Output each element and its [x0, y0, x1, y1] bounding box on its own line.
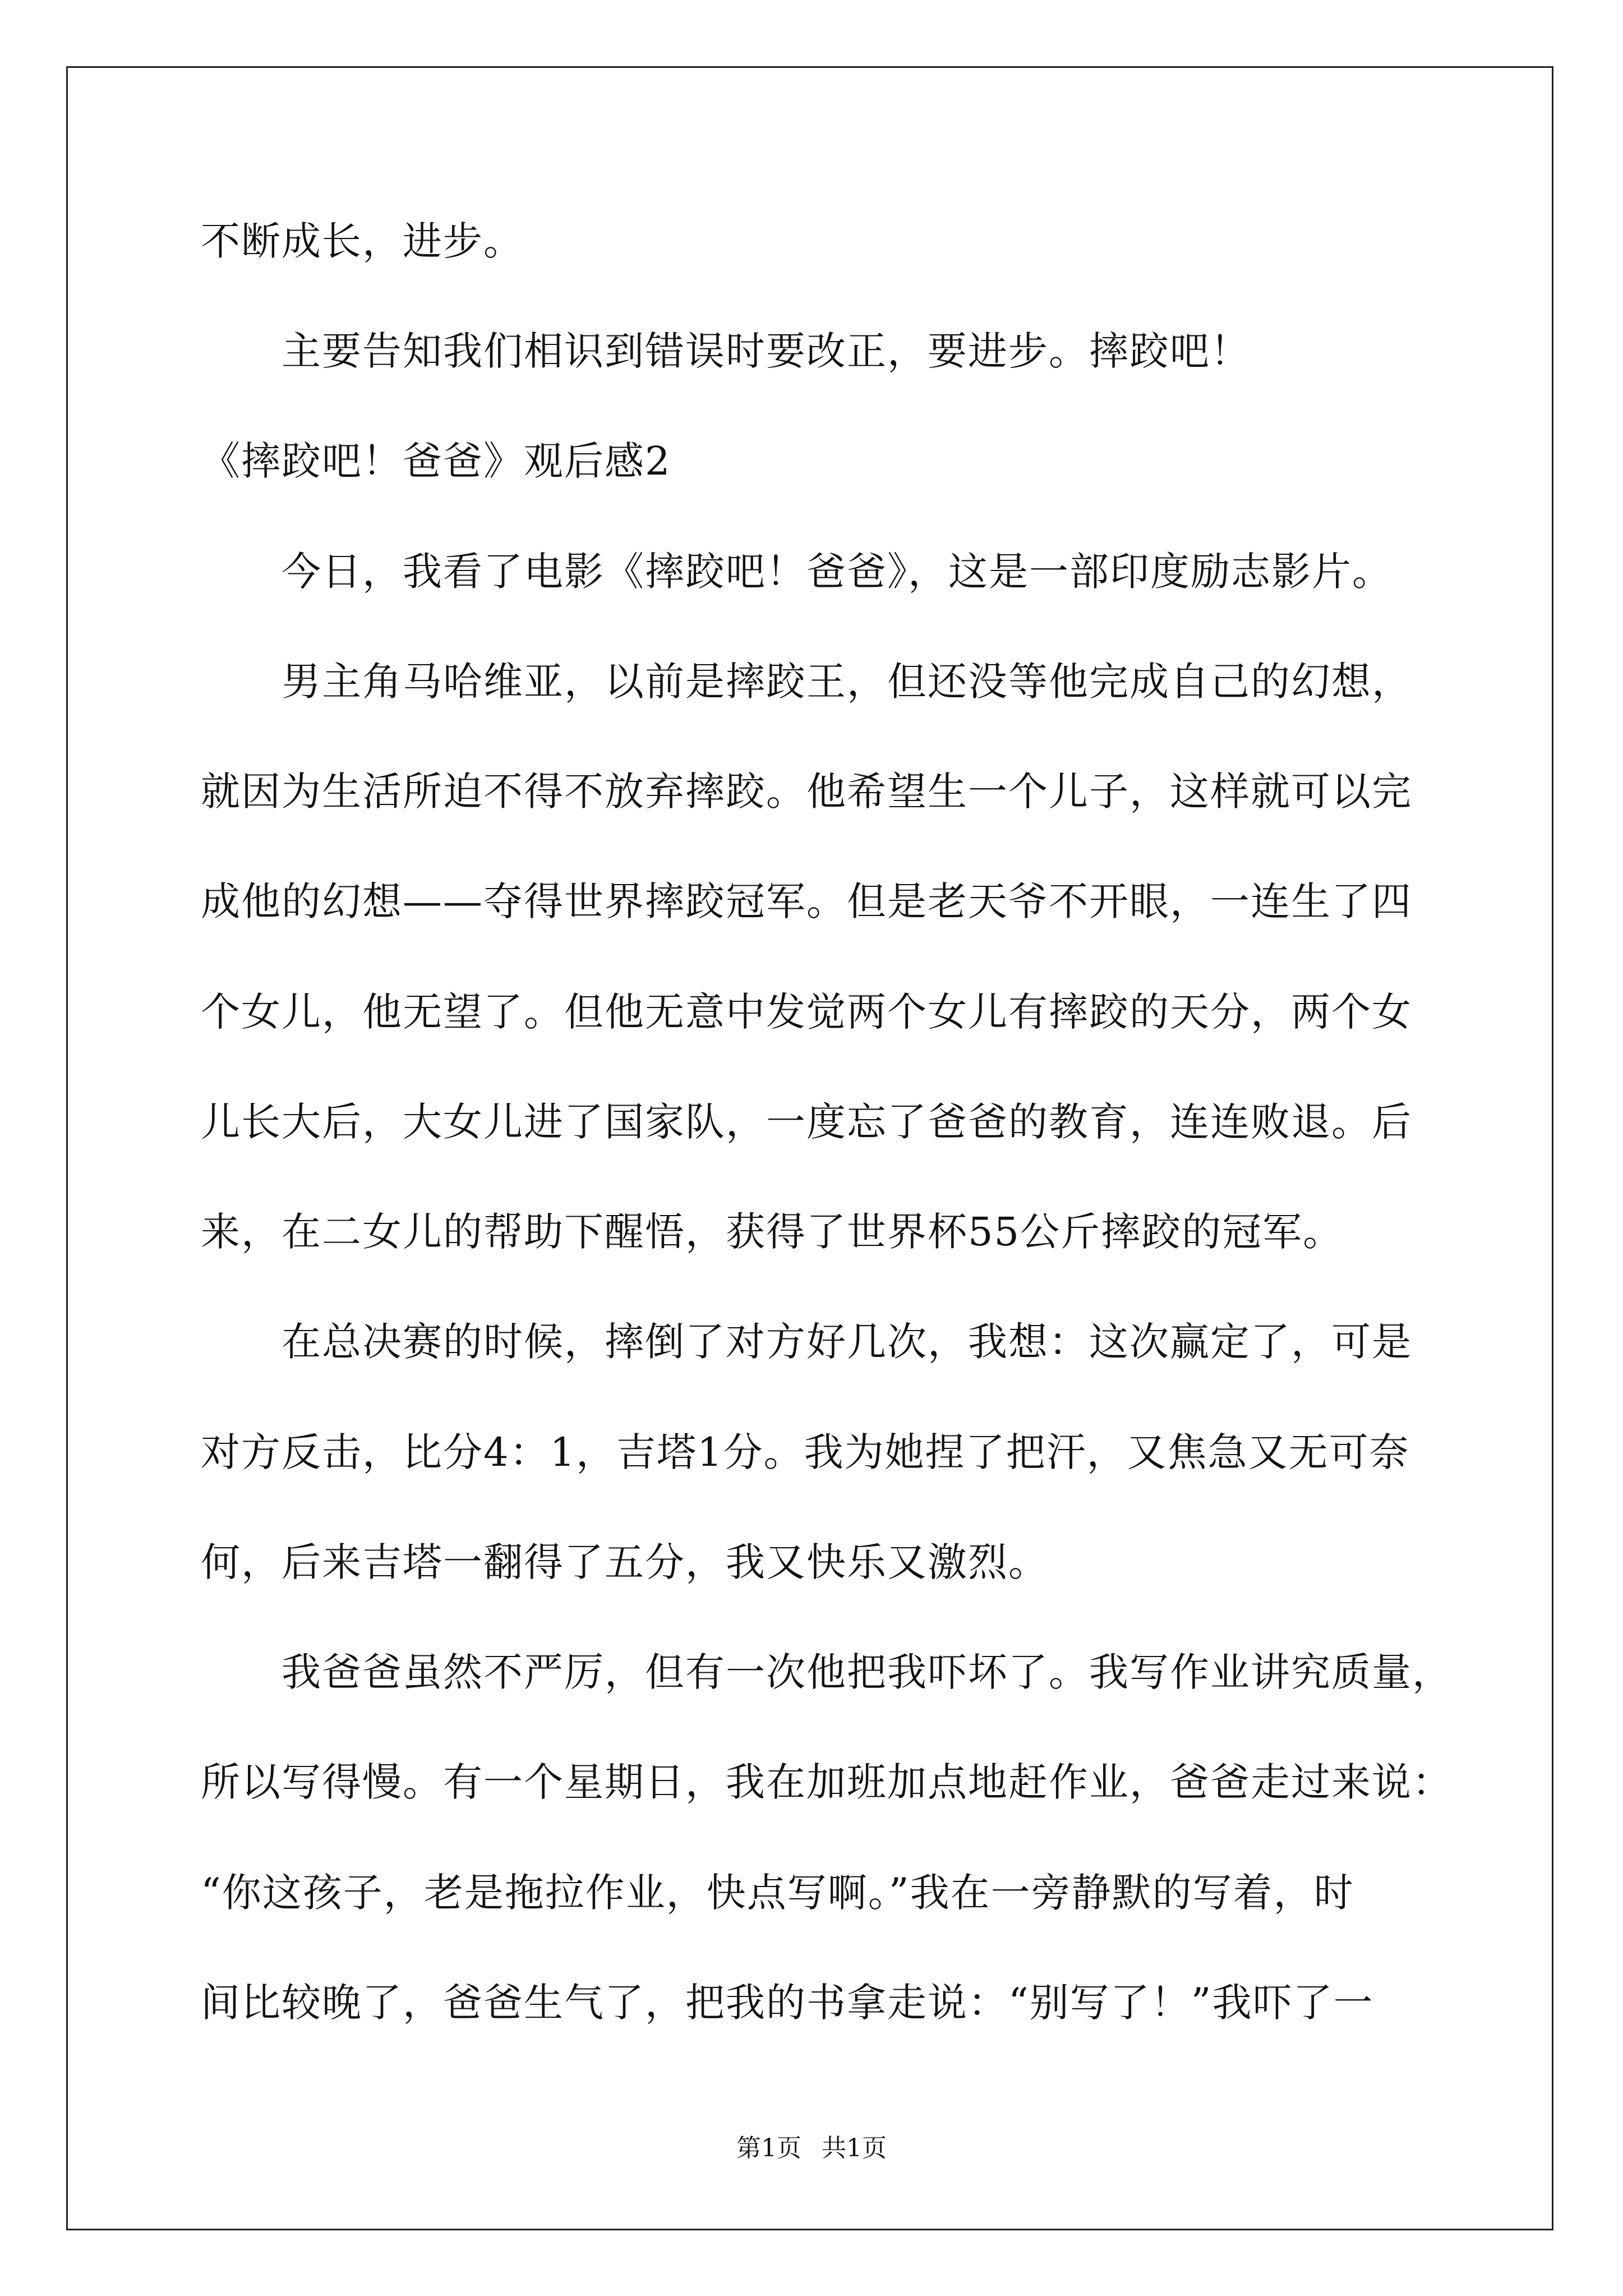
paragraph-line: 主要告知我们相识到错误时要改正，要进步。摔跤吧！ — [282, 328, 1251, 374]
text-line: “你这孩子，老是拖拉作业，快点写啊。”我在一旁静默的写着，时 — [201, 1870, 1354, 1916]
paragraph-line: 我爸爸虽然不严厉，但有一次他把我吓坏了。我写作业讲究质量， — [282, 1649, 1453, 1695]
text-line: 不断成长，进步。 — [201, 218, 524, 264]
text-line: 儿长大后，大女儿进了国家队，一度忘了爸爸的教育，连连败退。后 — [201, 1099, 1412, 1145]
text-line: 所以写得慢。有一个星期日，我在加班加点地赶作业，爸爸走过来说： — [201, 1759, 1453, 1805]
text-line: 来，在二女儿的帮助下醒悟，获得了世界杯55公斤摔跤的冠军。 — [201, 1209, 1344, 1255]
text-line: 个女儿，他无望了。但他无意中发觉两个女儿有摔跤的天分，两个女 — [201, 989, 1412, 1035]
text-line: 成他的幻想——夺得世界摔跤冠军。但是老天爷不开眼，一连生了四 — [201, 878, 1412, 924]
section-heading: 《摔跤吧！爸爸》观后感2 — [201, 438, 671, 484]
page-footer — [0, 2132, 1623, 2165]
page-total: 共1页 — [822, 2134, 887, 2162]
text-line: 就因为生活所迫不得不放弃摔跤。他希望生一个儿子，这样就可以完 — [201, 769, 1412, 815]
text-line: 对方反击，比分4：1，吉塔1分。我为她捏了把汗，又焦急又无可奈 — [201, 1429, 1410, 1475]
paragraph-line: 在总决赛的时候，摔倒了对方好几次，我想：这次赢定了，可是 — [282, 1319, 1412, 1365]
page-number: 第1页 — [736, 2134, 801, 2162]
paragraph-line: 今日，我看了电影《摔跤吧！爸爸》，这是一部印度励志影片。 — [282, 549, 1393, 595]
text-line: 何，后来吉塔一翻得了五分，我又快乐又激烈。 — [201, 1539, 1049, 1585]
text-line: 间比较晚了，爸爸生气了，把我的书拿走说：“别写了！”我吓了一 — [201, 1980, 1374, 2026]
paragraph-line: 男主角马哈维亚，以前是摔跤王，但还没等他完成自己的幻想， — [282, 659, 1412, 705]
